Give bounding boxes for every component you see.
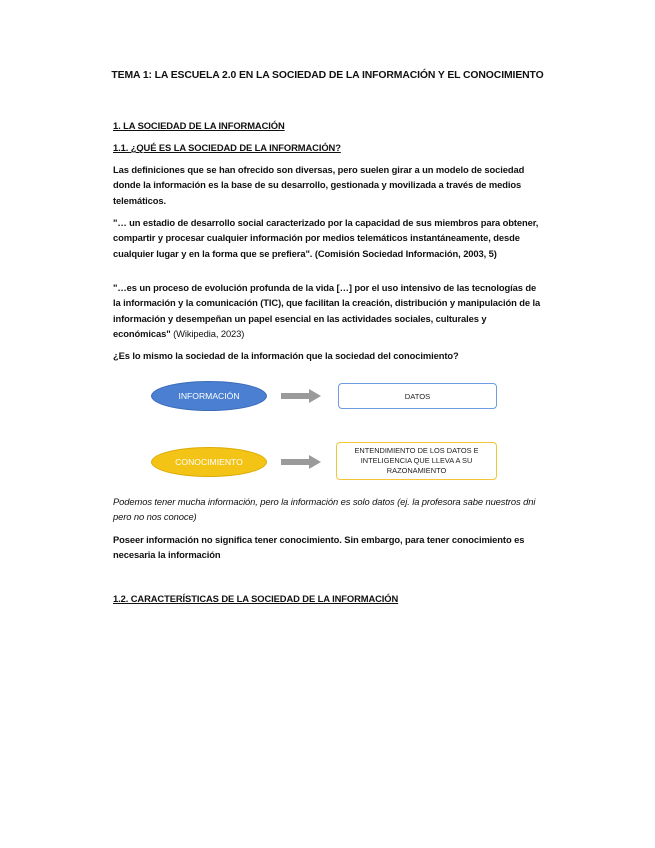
intro-text: Las definiciones que se han ofrecido son diversas, pero suelen girar a un modelo de sociedad donde la información es la base de su desarrollo, gestionada y movilizada a través de medios telemáticos. <box>113 164 525 206</box>
intro-paragraph <box>113 162 543 208</box>
quote-wikipedia-body <box>113 280 543 342</box>
conclusion-text: Poseer información no significa tener conocimiento. Sin embargo, para tener conocimiento es necesaria la información <box>113 534 525 561</box>
conocimiento-label: CONOCIMIENTO <box>175 457 243 467</box>
diagram-conocimiento-ellipse <box>151 447 267 477</box>
section-heading-caracteristicas: 1.2. CARACTERÍSTICAS DE LA SOCIEDAD DE LA INFORMACIÓN <box>113 593 399 604</box>
arrow-right-icon <box>281 389 321 403</box>
quote-comision-body <box>113 215 543 261</box>
diagram-informacion-ellipse <box>151 381 267 411</box>
section-heading-sociedad-informacion: 1. LA SOCIEDAD DE LA INFORMACIÓN <box>113 120 285 131</box>
diagram-entendimiento-box <box>336 442 497 480</box>
note-italic-text: Podemos tener mucha información, pero la información es solo datos (ej. la profesora sabe nuestros dni pero no nos conoce) <box>113 496 536 523</box>
quote-wikipedia-text: "…es un proceso de evolución profunda de la vida […] por el uso intensivo de las tecnologías de la información y la comunicación (TIC), que facilitan la creación, distribución y manipulación de la información y desempeñan un papel esencial en las actividades sociales, culturales y económicas" <box>113 282 541 340</box>
page-title: TEMA 1: LA ESCUELA 2.0 EN LA SOCIEDAD DE LA INFORMACIÓN Y EL CONOCIMIENTO <box>111 70 544 81</box>
arrow-right-icon <box>281 455 321 469</box>
informacion-label: INFORMACIÓN <box>178 391 240 401</box>
question-text: ¿Es lo mismo la sociedad de la información que la sociedad del conocimiento? <box>113 350 459 361</box>
conclusion-paragraph <box>113 532 543 563</box>
entendimiento-label: ENTENDIMIENTO DE LOS DATOS E INTELIGENCIA QUE LLEVA A SU RAZONAMIENTO <box>354 446 479 475</box>
datos-label: DATOS <box>404 391 431 401</box>
quote-comision-text: "… un estadio de desarrollo social caracterizado por la capacidad de sus miembros para obtener, compartir y procesar cualquier información por medios telemáticos instantáneamente, desde cualquier lugar y en la forma que se prefiera". <box>113 217 539 259</box>
quote-comision-source: (Comisión Sociedad Información, 2003, 5) <box>314 247 497 259</box>
subsection-heading-que-es: 1.1. ¿QUÉ ES LA SOCIEDAD DE LA INFORMACIÓN? <box>113 142 341 153</box>
diagram-datos-box <box>338 383 497 409</box>
note-italic-paragraph <box>113 494 543 525</box>
quote-wikipedia <box>113 280 543 342</box>
quote-wikipedia-source: (Wikipedia, 2023) <box>173 328 245 340</box>
quote-comision <box>113 215 543 261</box>
question-paragraph <box>113 348 543 363</box>
